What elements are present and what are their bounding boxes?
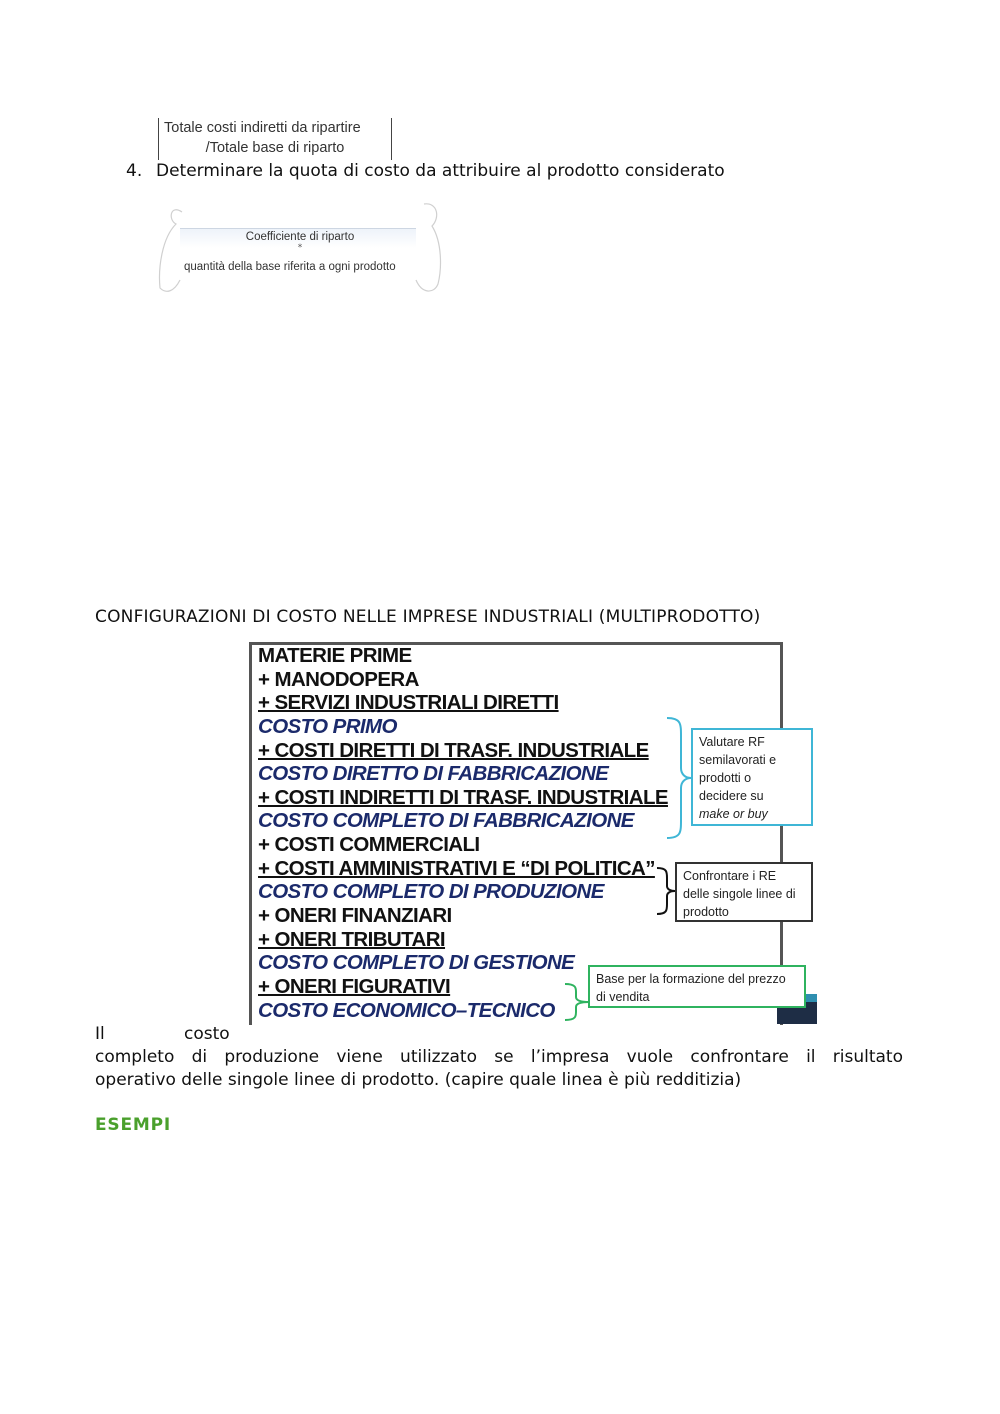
cost-configuration-diagram <box>249 642 819 1024</box>
note-valutare-rf <box>691 728 813 826</box>
ratio-denominator: /Totale base di riparto <box>205 140 345 156</box>
note-base-prezzo <box>588 965 806 1008</box>
note-line: Valutare RF <box>699 735 765 749</box>
cost-subtotal-row <box>258 809 668 833</box>
note-confrontare-re <box>675 862 813 922</box>
note-line: decidere su <box>699 789 764 803</box>
cost-row-label: + COSTI AMMINISTRATIVI E “DI POLITICA” <box>258 856 655 880</box>
cost-row-label: COSTO COMPLETO DI GESTIONE <box>258 951 575 975</box>
cost-row-label: COSTO COMPLETO DI PRODUZIONE <box>258 880 604 904</box>
cost-item-row <box>258 786 668 810</box>
product-formula <box>152 198 438 294</box>
green-brace <box>563 982 591 1022</box>
cost-subtotal-row <box>258 880 668 904</box>
note-line-italic: make or buy <box>699 807 768 821</box>
step-number: 4. <box>126 161 143 181</box>
cost-row-label: + SERVIZI INDUSTRIALI DIRETTI <box>258 691 559 715</box>
blue-brace <box>663 716 693 840</box>
paragraph-line-1 <box>95 1023 903 1046</box>
cost-item-row <box>258 928 668 952</box>
cost-row-label: COSTO ECONOMICO–TECNICO <box>258 998 555 1022</box>
formula-operator: * <box>297 243 303 253</box>
step-4 <box>126 161 725 181</box>
cost-item-row <box>258 668 668 692</box>
ratio-numerator: Totale costi indiretti da ripartire <box>164 120 361 136</box>
paragraph-line-3: operativo delle singole linee di prodotto. (capire quale linea è più redditizia) <box>95 1070 742 1090</box>
cost-row-label: + MANODOPERA <box>258 667 419 691</box>
cost-item-row <box>258 833 668 857</box>
cost-item-row <box>258 691 668 715</box>
cost-item-row <box>258 904 668 928</box>
ratio-formula <box>158 118 392 160</box>
formula-line-2: quantità della base riferita a ogni prodotto <box>184 261 396 273</box>
cost-subtotal-row <box>258 715 668 739</box>
esempi-heading: ESEMPI <box>95 1115 171 1135</box>
cost-item-row <box>258 644 668 668</box>
cost-row-label: + ONERI TRIBUTARI <box>258 927 446 951</box>
note-line: prodotti o <box>699 771 752 785</box>
cost-row-label: COSTO COMPLETO DI FABBRICAZIONE <box>258 809 634 833</box>
step-text: Determinare la quota di costo da attribuire al prodotto considerato <box>156 161 725 181</box>
note-line: delle singole linee di <box>683 887 796 901</box>
cost-row-label: COSTO PRIMO <box>258 714 397 738</box>
note-line: Base per la formazione del prezzo <box>596 972 786 986</box>
paragraph-word: Il <box>95 1024 105 1044</box>
cost-row-label: + COSTI COMMERCIALI <box>258 833 480 857</box>
cost-row-label: COSTO DIRETTO DI FABBRICAZIONE <box>258 762 609 786</box>
cost-row-label: + COSTI INDIRETTI DI TRASF. INDUSTRIALE <box>258 785 668 809</box>
note-line: prodotto <box>683 905 729 919</box>
cost-row-label: + ONERI FIGURATIVI <box>258 974 451 998</box>
black-brace <box>655 866 677 916</box>
cost-row-label: MATERIE PRIME <box>258 644 412 667</box>
paragraph-word: costo <box>184 1024 230 1044</box>
cost-item-row <box>258 857 668 881</box>
section-heading: CONFIGURAZIONI DI COSTO NELLE IMPRESE INDUSTRIALI (MULTIPRODOTTO) <box>95 607 761 627</box>
formula-line-1: Coefficiente di riparto <box>245 231 355 243</box>
cost-subtotal-row <box>258 762 668 786</box>
paragraph-line-2: completo di produzione viene utilizzato se l’impresa vuole confrontare il risultato <box>95 1047 903 1067</box>
note-line: semilavorati e <box>699 753 777 767</box>
cost-item-row <box>258 739 668 763</box>
note-line: Confrontare i RE <box>683 869 777 883</box>
note-line: di vendita <box>596 990 650 1004</box>
cost-row-label: + ONERI FINANZIARI <box>258 904 452 928</box>
cost-row-label: + COSTI DIRETTI DI TRASF. INDUSTRIALE <box>258 738 649 762</box>
